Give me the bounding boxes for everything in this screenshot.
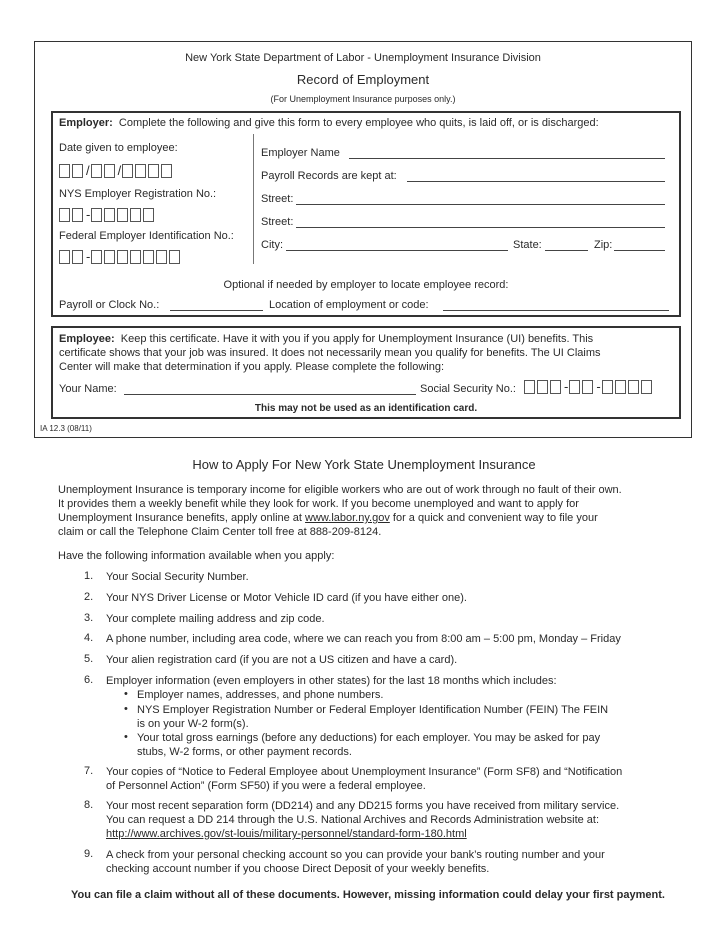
item-number: 4. xyxy=(84,632,94,644)
location-code-label: Location of employment or code: xyxy=(269,299,429,311)
street2-field[interactable] xyxy=(296,227,665,228)
form-code: IA 12.3 (08/11) xyxy=(40,424,92,433)
payroll-records-label: Payroll Records are kept at: xyxy=(261,170,397,182)
bullet-item: NYS Employer Registration Number or Federal Employer Identification Number (FEIN) The FEIN is on your W-2 form(s). xyxy=(137,704,609,730)
list-item: A check from your personal checking account so you can provide your bank’s routing number and your checking account number if you choose Direct Deposit of your weekly benefits. xyxy=(106,849,605,875)
optional-note: Optional if needed by employer to locate employee record: xyxy=(223,279,509,291)
employer-divider xyxy=(253,134,254,264)
state-field[interactable] xyxy=(545,250,588,251)
howto-title: How to Apply For New York State Unemployment Insurance xyxy=(192,457,536,472)
state-label: State: xyxy=(513,239,542,251)
form-header: New York State Department of Labor - Unemployment Insurance Division xyxy=(185,52,541,64)
list-item: Your NYS Driver License or Motor Vehicle ID card (if you have either one). xyxy=(106,592,467,604)
your-name-label: Your Name: xyxy=(59,383,117,395)
nys-reg-field[interactable]: - xyxy=(59,206,156,224)
item-number: 7. xyxy=(84,765,94,777)
payroll-clock-field[interactable] xyxy=(170,310,263,311)
ssn-label: Social Security No.: xyxy=(420,383,516,395)
bullet-icon: • xyxy=(124,731,128,743)
payroll-records-field[interactable] xyxy=(407,181,665,182)
list-item: Your most recent separation form (DD214) and any DD215 forms you have received from military service. You can request a DD 214 through the U.S. National Archives and Records Administration website at: http://www.archives.gov/st-louis/military-personnel/standard-form-180.html xyxy=(106,800,620,840)
city-label: City: xyxy=(261,239,283,251)
employer-instructions: Employer: Complete the following and give this form to every employee who quits, is laid off, or is discharged: xyxy=(59,117,599,129)
fein-field[interactable]: - xyxy=(59,248,182,266)
footer-note: You can file a claim without all of these documents. However, missing information could delay your first payment. xyxy=(71,889,665,901)
item-number: 8. xyxy=(84,799,94,811)
bullet-icon: • xyxy=(124,703,128,715)
date-given-field[interactable]: / / xyxy=(59,162,174,180)
howto-list-intro: Have the following information available when you apply: xyxy=(58,550,335,562)
zip-field[interactable] xyxy=(614,250,665,251)
payroll-clock-label: Payroll or Clock No.: xyxy=(59,299,160,311)
employee-line1: Employee: Keep this certificate. Have it with you if you apply for Unemployment Insurance (UI) benefits. This xyxy=(59,333,594,345)
item-number: 9. xyxy=(84,848,94,860)
bullet-item: Your total gross earnings (before any deductions) for each employer. You may be asked for pay stubs, W-2 forms, or other payment records. xyxy=(137,732,601,758)
street2-label: Street: xyxy=(261,216,294,228)
item-number: 2. xyxy=(84,591,94,603)
list-item: Your Social Security Number. xyxy=(106,571,249,583)
list-item: Your copies of “Notice to Federal Employee about Unemployment Insurance” (Form SF8) and “Notification of Personnel Action” (Form SF50) if you were a federal employee. xyxy=(106,766,623,792)
list-item: Your alien registration card (if you are not a US citizen and have a card). xyxy=(106,654,458,666)
item-number: 1. xyxy=(84,570,94,582)
employee-line3: Center will make that determination if you apply. Please complete the following: xyxy=(59,361,444,373)
not-id-note: This may not be used as an identification card. xyxy=(254,403,478,414)
street1-field[interactable] xyxy=(296,204,665,205)
list-item: Your complete mailing address and zip code. xyxy=(106,613,325,625)
employee-line2: certificate shows that your job was insured. It does not necessarily mean you qualify for benefits. The UI Claims xyxy=(59,347,601,359)
form-title: Record of Employment xyxy=(296,72,430,87)
nys-reg-label: NYS Employer Registration No.: xyxy=(59,188,217,200)
form-subtitle: (For Unemployment Insurance purposes only.) xyxy=(270,94,456,104)
location-code-field[interactable] xyxy=(443,310,669,311)
item-number: 6. xyxy=(84,674,94,686)
employer-name-label: Employer Name xyxy=(261,147,340,159)
howto-intro: Unemployment Insurance is temporary income for eligible workers who are out of work through no fault of their own. It provides them a weekly benefit while they look for work. If you become unemployed and want to apply for Unemployment Insurance benefits, apply online at www.labor.ny.gov for a quick and convenient way to file your claim or call the Telephone Claim Center toll free at 888-209-8124. xyxy=(58,484,622,538)
fein-label: Federal Employer Identification No.: xyxy=(59,230,234,242)
bullet-icon: • xyxy=(124,688,128,700)
bullet-item: Employer names, addresses, and phone numbers. xyxy=(137,689,384,701)
ssn-field[interactable]: - - xyxy=(524,378,654,396)
item-number: 5. xyxy=(84,653,94,665)
date-given-label: Date given to employee: xyxy=(59,142,178,154)
employer-name-field[interactable] xyxy=(349,158,665,159)
street1-label: Street: xyxy=(261,193,294,205)
archives-link[interactable]: http://www.archives.gov/st-louis/military-personnel/standard-form-180.html xyxy=(106,828,467,840)
zip-label: Zip: xyxy=(594,239,613,251)
list-item: A phone number, including area code, where we can reach you from 8:00 am – 5:00 pm, Monday – Friday xyxy=(106,633,621,645)
city-field[interactable] xyxy=(286,250,508,251)
labor-gov-link[interactable]: www.labor.ny.gov xyxy=(305,512,390,524)
list-item: Employer information (even employers in other states) for the last 18 months which includes: xyxy=(106,675,557,687)
your-name-field[interactable] xyxy=(124,394,416,395)
item-number: 3. xyxy=(84,612,94,624)
